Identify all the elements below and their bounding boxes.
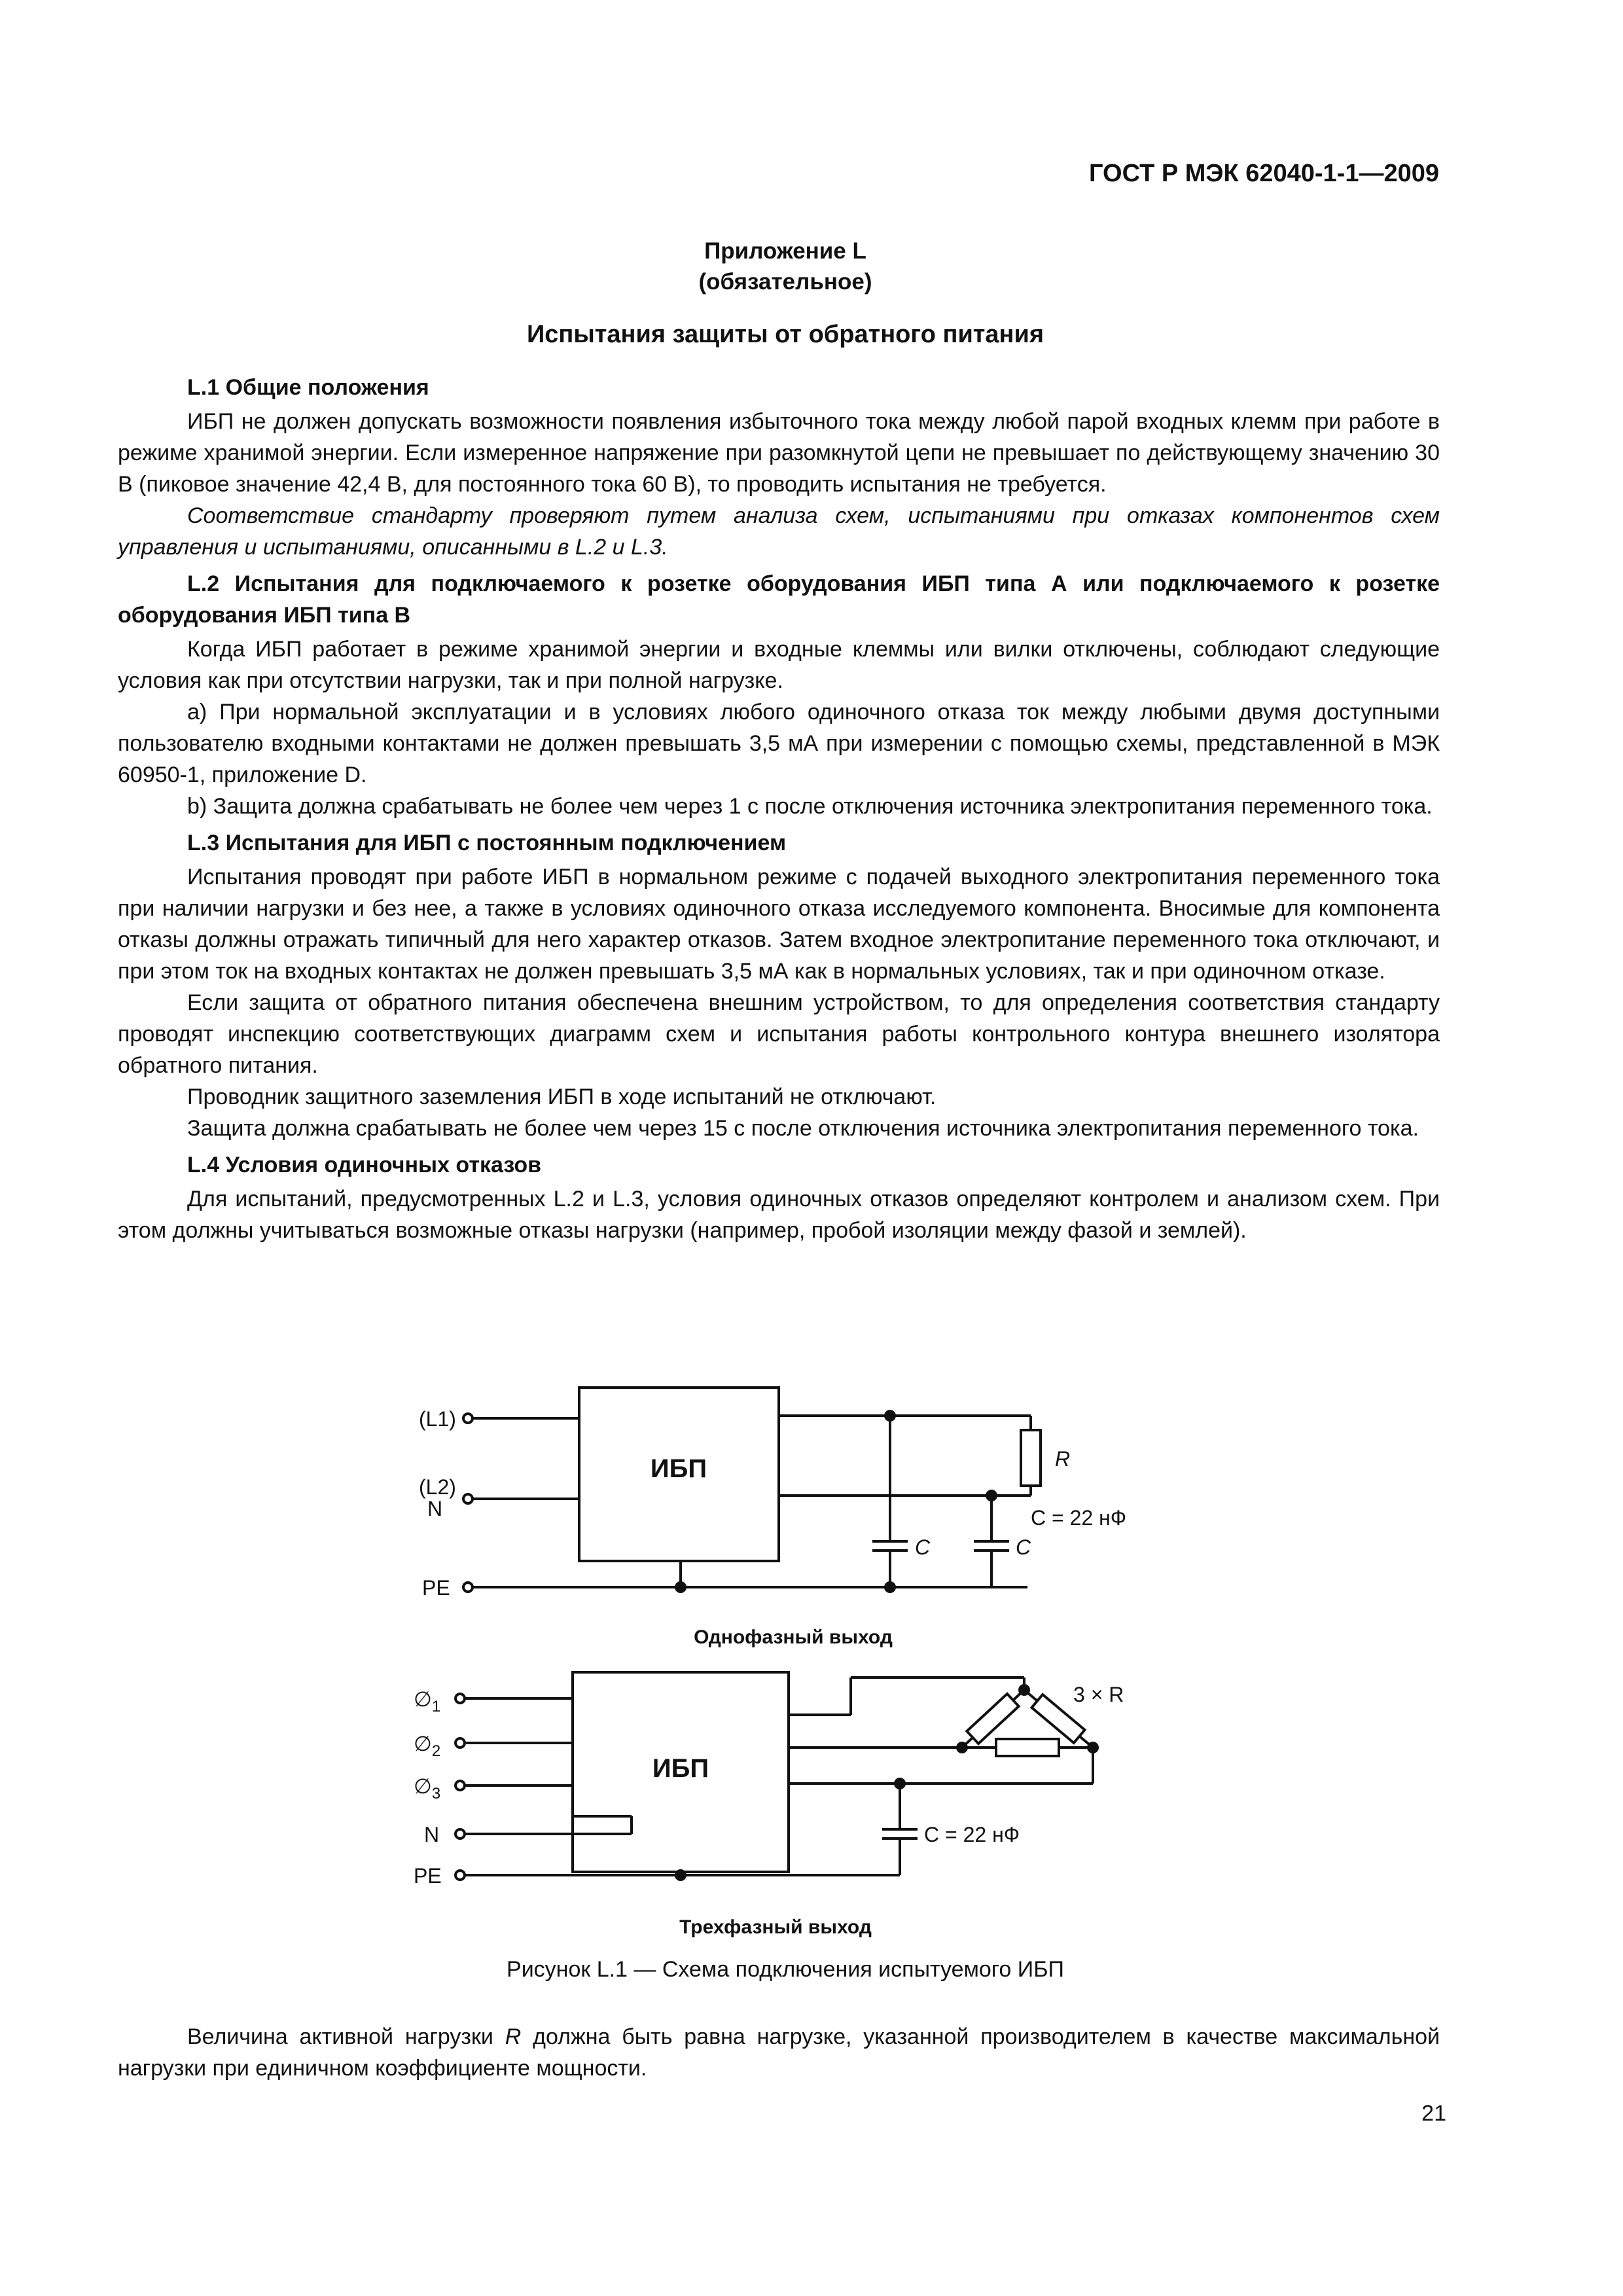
appendix-label: Приложение L [704, 238, 866, 264]
circuit-diagrams [0, 1365, 1623, 1954]
ups-label: ИБП [650, 1454, 707, 1483]
appendix-status: (обязательное) [698, 269, 872, 295]
terminal-phase-2 [455, 1738, 465, 1748]
capacitor-value: C = 22 нФ [1031, 1506, 1127, 1530]
appendix-title: Испытания защиты от обратного питания [526, 321, 1044, 348]
body-text [118, 367, 1440, 1246]
paragraph: ИБП не должен допускать возможности появления избыточного тока между любой парой входных клемм при работе в режиме хранимой энергии. Если измеренное напряжение при разомкнутой цепи не превышает по действующему значению 30 В (пиковое значение 42,4 В, для постоянного тока 60 В), то проводить испытания не требуется. [118, 409, 1440, 497]
paragraph: Защита должна срабатывать не более чем через 15 с после отключения источника электропитания переменного тока. [187, 1116, 1419, 1141]
label-pe: PE [414, 1864, 442, 1888]
diagram2-caption: Трехфазный выход [679, 1916, 872, 1938]
section-heading-l2: L.2 Испытания для подключаемого к розетке оборудования ИБП типа А или подключаемого к розетке оборудования ИБП типа В [118, 571, 1440, 628]
paragraph: Проводник защитного заземления ИБП в ходе испытаний не отключают. [187, 1085, 936, 1109]
label-pe: PE [422, 1576, 450, 1600]
label-n: N [427, 1497, 443, 1520]
paragraph: Испытания проводят при работе ИБП в нормальном режиме с подачей выходного электропитания переменного тока при наличии нагрузки и без нее, а также в условиях одиночного отказа исследуемого компонента. Вносимые для компонента отказы должны отражать типичный для него характер отказов. Затем входное электропитание переменного тока отключают, и при этом ток на входных контактах не должен превышать 3,5 мА как в нормальных условиях, так и при одиночном отказе. [118, 865, 1440, 984]
resistor-r [996, 1739, 1059, 1756]
list-item: b) Защита должна срабатывать не более чем через 1 с после отключения источника электропитания переменного тока. [187, 794, 1433, 819]
compliance-note: Соответствие стандарту проверяют путем анализа схем, испытаниями при отказах компонентов схем управления и испытаниями, описанными в L.2 и L.3. [118, 503, 1440, 560]
label-phase-1: $\emptyset_1$ [414, 1687, 441, 1715]
label-phase-2: $\emptyset_2$ [414, 1732, 441, 1760]
junction-dot [676, 1871, 685, 1880]
terminal-phase-1 [455, 1694, 465, 1703]
three-phase-diagram [455, 1672, 1097, 1880]
terminal-l2-n [463, 1494, 473, 1503]
terminal-l1 [463, 1414, 473, 1423]
symbol-r: R [505, 2024, 522, 2049]
label-n: N [424, 1823, 440, 1846]
list-item: а) При нормальной эксплуатации и в условиях любого одиночного отказа ток между любыми двумя доступными пользователю входными контактами не должен превышать 3,5 мА при измерении с помощью схемы, представленной в МЭК 60950-1, приложение D. [118, 700, 1440, 787]
resistor-r [967, 1694, 1018, 1744]
capacitor-value: C = 22 нФ [924, 1823, 1020, 1846]
resistor-label: R [1055, 1447, 1071, 1471]
terminal-phase-3 [455, 1781, 465, 1790]
resistor-r [1021, 1430, 1041, 1486]
terminal-pe [463, 1583, 473, 1592]
figure-l1 [0, 1365, 1623, 1954]
junction-dot [885, 1583, 895, 1592]
paragraph: Для испытаний, предусмотренных L.2 и L.3, условия одиночных отказов определяют контролем и анализом схем. При этом должны учитываться возможные отказы нагрузки (например, пробой изоляции между фазой и землей). [118, 1187, 1440, 1243]
terminal-pe [455, 1871, 465, 1880]
figure-caption: Рисунок L.1 — Схема подключения испытуемого ИБП [507, 1957, 1064, 1982]
paragraph: Если защита от обратного питания обеспечена внешним устройством, то для определения соответствия стандарту проводят инспекцию соответствующих диаграмм схем и испытания работы контрольного контура внешнего изолятора обратного питания. [118, 990, 1440, 1078]
capacitor-label: C [1016, 1535, 1031, 1559]
document-number: ГОСТ Р МЭК 62040-1-1—2009 [1089, 160, 1439, 187]
ups-label: ИБП [652, 1754, 709, 1783]
single-phase-diagram [463, 1388, 1041, 1592]
capacitor-label: C [915, 1535, 931, 1559]
label-l2: (L2) [419, 1475, 456, 1499]
section-heading-l1: L.1 Общие положения [187, 375, 429, 400]
page-number: 21 [1421, 2101, 1446, 2126]
junction-dot [676, 1583, 685, 1592]
closing-text [118, 2021, 1440, 2084]
diagram1-caption: Однофазный выход [694, 1626, 893, 1648]
paragraph: Величина активной нагрузки R должна быть равна нагрузке, указанной производителем в качестве максимальной нагрузки при единичном коэффициенте мощности. [118, 2024, 1440, 2081]
terminal-n [455, 1829, 465, 1839]
label-l1: (L1) [419, 1407, 456, 1431]
section-heading-l4: L.4 Условия одиночных отказов [187, 1153, 542, 1177]
section-heading-l3: L.3 Испытания для ИБП с постоянным подключением [187, 831, 787, 855]
paragraph: Когда ИБП работает в режиме хранимой энергии и входные клеммы или вилки отключены, соблюдают следующие условия как при отсутствии нагрузки, так и при полной нагрузке. [118, 637, 1440, 693]
appendix-heading [0, 236, 1571, 297]
label-phase-3: $\emptyset_3$ [414, 1774, 441, 1803]
resistor-label: 3 × R [1073, 1683, 1124, 1706]
